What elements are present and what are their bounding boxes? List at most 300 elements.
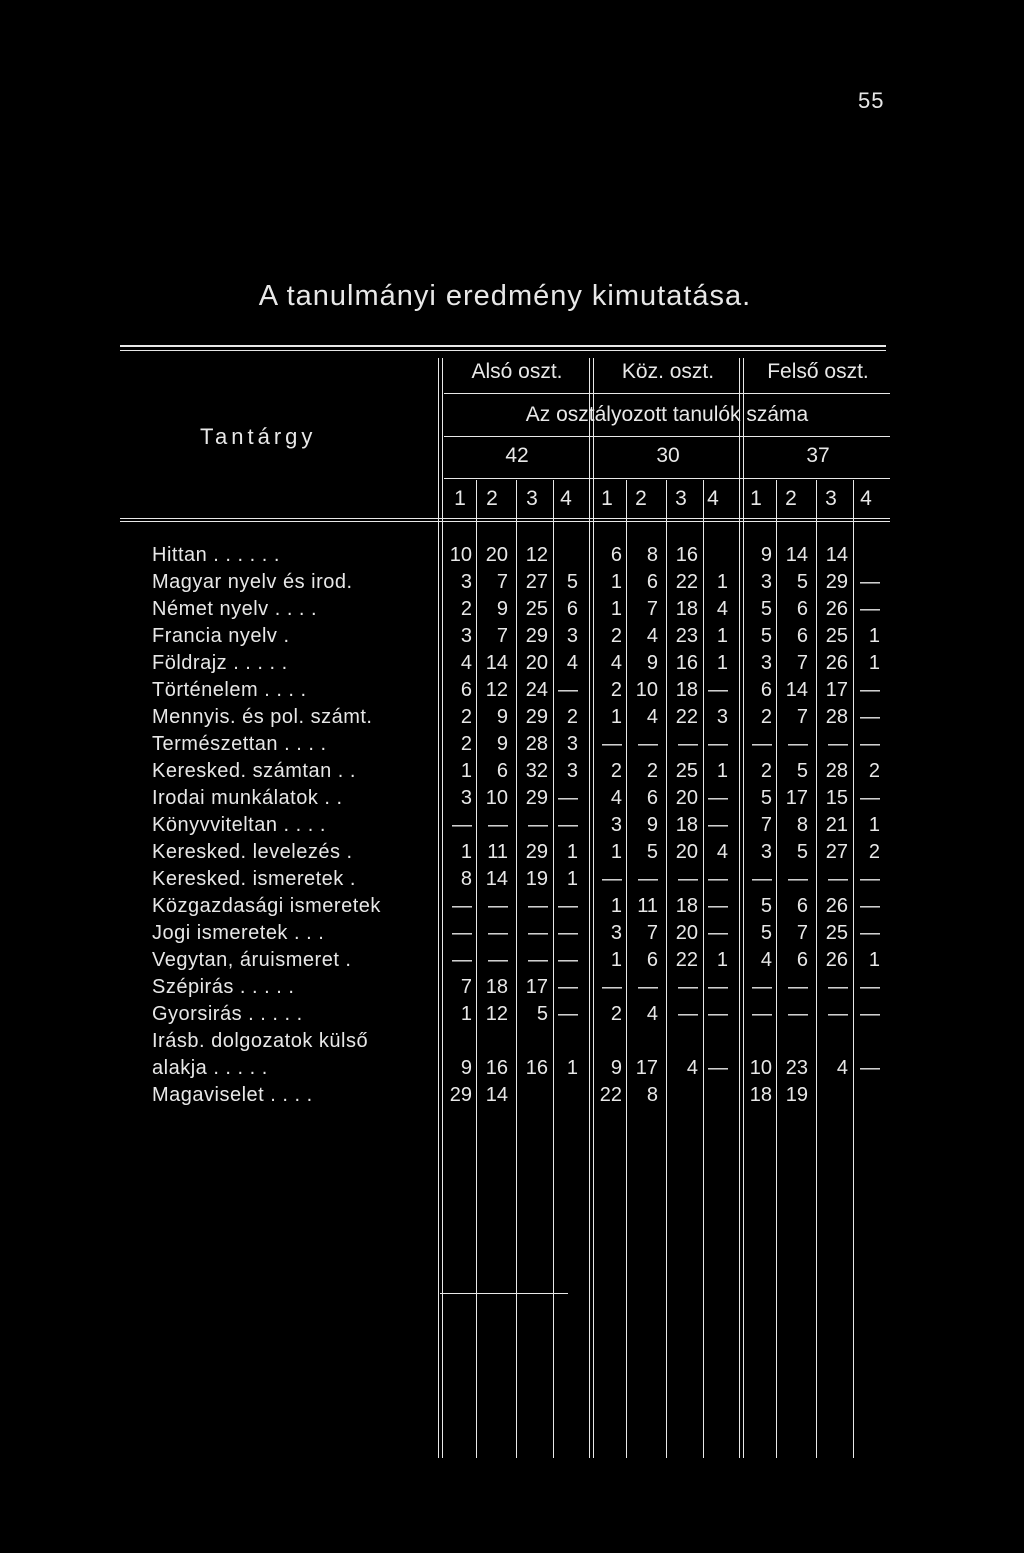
grade-count-cell: 3	[460, 787, 472, 809]
grade-count-cell: 28	[525, 733, 548, 755]
grade-count-cell: 3	[610, 922, 622, 944]
grade-count-cell: 1	[610, 571, 622, 593]
grade-count-cell: 6	[646, 949, 658, 971]
grade-count-cell: —	[708, 679, 728, 701]
grade-count-cell: 1	[716, 760, 728, 782]
grade-label: 3	[825, 487, 837, 510]
grade-count-cell: —	[860, 679, 880, 701]
grade-count-cell: 4	[566, 652, 578, 674]
page-number: 55	[858, 88, 885, 113]
grade-count-cell: —	[528, 949, 548, 971]
grade-count-cell: —	[752, 976, 772, 998]
table-row	[0, 1030, 1024, 1053]
grade-count-cell: —	[708, 868, 728, 890]
page-title: A tanulmányi eredmény kimutatása.	[258, 280, 752, 312]
grade-count-cell: 9	[460, 1057, 472, 1079]
grade-count-cell: 7	[496, 625, 508, 647]
grade-count-cell: 11	[487, 841, 508, 863]
grade-count-cell: 16	[675, 544, 698, 566]
grade-count-cell: 1	[716, 625, 728, 647]
subject-name: Könyvviteltan . . . .	[152, 814, 326, 836]
grade-count-cell: —	[860, 571, 880, 593]
grade-count-cell: 18	[675, 814, 698, 836]
grade-count-cell: —	[558, 922, 578, 944]
subject-name: Természettan . . . .	[152, 733, 327, 755]
grade-count-cell: 9	[496, 598, 508, 620]
grade-count-cell: 6	[760, 679, 772, 701]
grade-count-cell: 6	[646, 571, 658, 593]
grade-count-cell: 6	[496, 760, 508, 782]
table-top-rule	[120, 345, 886, 347]
grade-count-cell: —	[860, 976, 880, 998]
grade-label: 1	[750, 487, 762, 510]
grade-count-cell: 9	[760, 544, 772, 566]
grade-count-cell: —	[788, 733, 808, 755]
grade-count-cell: 10	[485, 787, 508, 809]
grade-count-cell: 2	[610, 679, 622, 701]
grade-count-cell: —	[528, 895, 548, 917]
subject-name: Vegytan, áruismeret .	[152, 949, 352, 971]
grade-count-cell: —	[708, 787, 728, 809]
grade-count-cell: 17	[635, 1057, 658, 1079]
group-count-upper: 37	[806, 444, 830, 467]
grade-count-cell: 1	[716, 571, 728, 593]
table-row	[0, 625, 1024, 648]
grade-count-cell: 1	[868, 625, 880, 647]
table-row	[0, 814, 1024, 837]
grade-count-cell: 27	[525, 571, 548, 593]
grade-count-cell: 2	[868, 841, 880, 863]
grade-label: 3	[675, 487, 687, 510]
grade-label: 1	[601, 487, 613, 510]
grade-count-cell: 7	[796, 706, 808, 728]
grade-count-cell: 1	[868, 949, 880, 971]
subject-name: Keresked. levelezés .	[152, 841, 353, 863]
grade-count-cell: 4	[686, 1057, 698, 1079]
grade-count-cell: 1	[566, 1057, 578, 1079]
grade-count-cell: 7	[646, 598, 658, 620]
grade-count-cell: 18	[675, 679, 698, 701]
grade-count-cell: 9	[610, 1057, 622, 1079]
grade-count-cell: 1	[610, 949, 622, 971]
grade-label: 2	[785, 487, 797, 510]
grade-count-cell: —	[452, 949, 472, 971]
grade-label: 3	[526, 487, 538, 510]
grade-count-cell: 6	[646, 787, 658, 809]
grade-count-cell: 29	[525, 625, 548, 647]
grade-count-cell: 6	[566, 598, 578, 620]
grade-count-cell: 24	[525, 679, 548, 701]
grade-count-cell: 18	[675, 598, 698, 620]
grade-count-cell: —	[558, 814, 578, 836]
grade-count-cell: 2	[460, 598, 472, 620]
subject-name: Német nyelv . . . .	[152, 598, 318, 620]
grade-count-cell: —	[452, 814, 472, 836]
grade-count-cell: 5	[760, 922, 772, 944]
grade-count-cell: 16	[675, 652, 698, 674]
subject-name: Irásb. dolgozatok külső	[152, 1030, 369, 1052]
group-count-middle: 30	[656, 444, 680, 467]
subject-name: Földrajz . . . . .	[152, 652, 288, 674]
grade-count-cell: 16	[485, 1057, 508, 1079]
table-row	[0, 1084, 1024, 1107]
grade-count-cell: —	[708, 814, 728, 836]
subject-name: Francia nyelv .	[152, 625, 290, 647]
subject-name: Hittan . . . . . .	[152, 544, 280, 566]
grade-count-cell: 10	[749, 1057, 772, 1079]
grade-count-cell: 6	[796, 895, 808, 917]
table-row	[0, 652, 1024, 675]
table-row	[0, 787, 1024, 810]
grade-count-cell: 4	[646, 706, 658, 728]
grade-count-cell: 6	[796, 598, 808, 620]
grade-count-cell: 3	[566, 625, 578, 647]
grade-count-cell: —	[828, 868, 848, 890]
grade-count-cell: —	[452, 895, 472, 917]
subject-name: Mennyis. és pol. számt.	[152, 706, 373, 728]
grade-count-cell: 7	[796, 922, 808, 944]
grade-count-cell: 25	[825, 625, 848, 647]
grade-count-cell: 4	[760, 949, 772, 971]
grade-count-cell: 25	[825, 922, 848, 944]
table-row	[0, 922, 1024, 945]
rule-under-header-thin	[120, 521, 890, 522]
grade-count-cell: 2	[460, 706, 472, 728]
group-count-lower: 42	[505, 444, 529, 467]
subject-name: Keresked. ismeretek .	[152, 868, 356, 890]
rule-under-counts	[444, 478, 890, 479]
grade-count-cell: —	[860, 922, 880, 944]
grade-count-cell: —	[860, 1003, 880, 1025]
grade-count-cell: 5	[760, 787, 772, 809]
grade-count-cell: 29	[525, 706, 548, 728]
grade-count-cell: 26	[825, 895, 848, 917]
subject-header: Tantárgy	[200, 424, 317, 449]
grade-count-cell: —	[488, 895, 508, 917]
grade-count-cell: 28	[825, 706, 848, 728]
subject-name: Történelem . . . .	[152, 679, 307, 701]
grade-count-cell: —	[752, 733, 772, 755]
grade-count-cell: 3	[716, 706, 728, 728]
grade-count-cell: 1	[868, 652, 880, 674]
grade-count-cell: 1	[566, 841, 578, 863]
grade-count-cell: 6	[460, 679, 472, 701]
grade-count-cell: 22	[675, 706, 698, 728]
grade-count-cell: 1	[716, 949, 728, 971]
grade-count-cell: 4	[646, 625, 658, 647]
grade-count-cell: 4	[610, 787, 622, 809]
grade-count-cell: —	[558, 976, 578, 998]
grade-count-cell: —	[860, 868, 880, 890]
grade-count-cell: 5	[536, 1003, 548, 1025]
grade-label: 2	[486, 487, 498, 510]
grade-count-cell: 28	[825, 760, 848, 782]
grade-count-cell: 4	[716, 841, 728, 863]
table-row	[0, 679, 1024, 702]
grade-count-cell: 2	[760, 760, 772, 782]
grade-count-cell: 5	[796, 571, 808, 593]
grade-count-cell: 23	[675, 625, 698, 647]
grade-count-cell: —	[708, 733, 728, 755]
grade-count-cell: 18	[485, 976, 508, 998]
grade-count-cell: —	[788, 1003, 808, 1025]
grade-count-cell: 9	[646, 652, 658, 674]
subject-name: Szépirás . . . . .	[152, 976, 295, 998]
grade-count-cell: 29	[525, 787, 548, 809]
grade-label: 4	[707, 487, 719, 510]
grade-count-cell: —	[452, 922, 472, 944]
grade-count-cell: —	[828, 1003, 848, 1025]
subject-name: Keresked. számtan . .	[152, 760, 356, 782]
grade-label: 2	[635, 487, 647, 510]
grade-count-cell: —	[708, 1057, 728, 1079]
grade-count-cell: 4	[460, 652, 472, 674]
grade-count-cell: 3	[566, 733, 578, 755]
grade-count-cell: 22	[599, 1084, 622, 1106]
grade-count-cell: 15	[825, 787, 848, 809]
grade-count-cell: 25	[525, 598, 548, 620]
grade-count-cell: 2	[566, 706, 578, 728]
grade-count-cell: —	[860, 706, 880, 728]
rule-under-groups	[444, 393, 890, 394]
grade-count-cell: 27	[825, 841, 848, 863]
table-row	[0, 1003, 1024, 1026]
grade-count-cell: 7	[796, 652, 808, 674]
grade-count-cell: 29	[449, 1084, 472, 1106]
grade-count-cell: 11	[637, 895, 658, 917]
grade-count-cell: —	[638, 976, 658, 998]
grade-count-cell: 3	[760, 841, 772, 863]
grade-count-cell: 9	[496, 733, 508, 755]
table-row	[0, 976, 1024, 999]
grade-count-cell: 19	[785, 1084, 808, 1106]
grade-count-cell: 29	[825, 571, 848, 593]
table-row	[0, 895, 1024, 918]
grade-count-cell: 7	[496, 571, 508, 593]
grade-count-cell: —	[708, 922, 728, 944]
grade-count-cell: 7	[460, 976, 472, 998]
grade-count-cell: 1	[610, 706, 622, 728]
grade-label: 4	[860, 487, 872, 510]
grade-count-cell: 23	[785, 1057, 808, 1079]
grade-count-cell: —	[488, 949, 508, 971]
grade-count-cell: 12	[485, 679, 508, 701]
grade-label: 4	[560, 487, 572, 510]
table-row	[0, 949, 1024, 972]
grade-count-cell: 5	[646, 841, 658, 863]
grade-count-cell: 20	[675, 922, 698, 944]
grade-count-cell: —	[708, 1003, 728, 1025]
grade-count-cell: —	[708, 895, 728, 917]
grade-count-cell: 8	[646, 1084, 658, 1106]
grade-count-cell: —	[860, 733, 880, 755]
grade-count-cell: —	[602, 868, 622, 890]
grade-count-cell: —	[488, 814, 508, 836]
grade-count-cell: 1	[610, 895, 622, 917]
grade-count-cell: 5	[566, 571, 578, 593]
table-row	[0, 571, 1024, 594]
grade-count-cell: 14	[785, 679, 808, 701]
grade-count-cell: —	[638, 733, 658, 755]
grade-count-cell: 4	[646, 1003, 658, 1025]
subject-name: Közgazdasági ismeretek	[152, 895, 381, 917]
group-header-upper: Felső oszt.	[767, 360, 869, 383]
grade-count-cell: —	[678, 1003, 698, 1025]
grade-count-cell: 8	[460, 868, 472, 890]
grade-count-cell: 2	[868, 760, 880, 782]
grade-count-cell: —	[678, 976, 698, 998]
grade-count-cell: —	[602, 976, 622, 998]
table-row	[0, 868, 1024, 891]
group-header-lower: Alsó oszt.	[471, 360, 563, 383]
grade-count-cell: —	[488, 922, 508, 944]
grade-count-cell: —	[558, 787, 578, 809]
grade-count-cell: —	[558, 949, 578, 971]
table-row	[0, 841, 1024, 864]
grade-count-cell: 14	[825, 544, 848, 566]
grade-count-cell: —	[788, 868, 808, 890]
grade-count-cell: 2	[646, 760, 658, 782]
grade-count-cell: 22	[675, 949, 698, 971]
rule-under-count-header	[444, 436, 890, 437]
table-row	[0, 544, 1024, 567]
table-row	[0, 760, 1024, 783]
grade-count-cell: —	[752, 868, 772, 890]
grade-count-cell: —	[860, 895, 880, 917]
grade-count-cell: 8	[796, 814, 808, 836]
grade-count-cell: 25	[675, 760, 698, 782]
grade-count-cell: —	[638, 868, 658, 890]
grade-count-cell: 6	[610, 544, 622, 566]
grade-label: 1	[454, 487, 466, 510]
footer-rule	[440, 1293, 568, 1294]
grade-count-cell: 14	[485, 652, 508, 674]
grade-count-cell: —	[788, 976, 808, 998]
grade-count-cell: 3	[566, 760, 578, 782]
grade-count-cell: 14	[785, 544, 808, 566]
grade-count-cell: 1	[716, 652, 728, 674]
grade-count-cell: 1	[868, 814, 880, 836]
grade-count-cell: 17	[825, 679, 848, 701]
grade-count-cell: 1	[610, 598, 622, 620]
grade-count-cell: 14	[485, 1084, 508, 1106]
grade-count-cell: 26	[825, 949, 848, 971]
table-row	[0, 1057, 1024, 1080]
grade-count-cell: —	[678, 868, 698, 890]
table-row	[0, 598, 1024, 621]
grade-count-cell: 20	[675, 787, 698, 809]
grade-count-cell: 5	[796, 760, 808, 782]
grade-count-cell: —	[558, 895, 578, 917]
grade-count-cell: 12	[485, 1003, 508, 1025]
grade-count-cell: 29	[525, 841, 548, 863]
grade-count-cell: 3	[610, 814, 622, 836]
grade-count-cell: —	[558, 1003, 578, 1025]
grade-count-cell: 3	[460, 571, 472, 593]
grade-count-cell: 26	[825, 652, 848, 674]
grade-count-cell: —	[708, 976, 728, 998]
grade-count-cell: 6	[796, 949, 808, 971]
grade-count-cell: —	[860, 787, 880, 809]
grade-count-cell: 10	[635, 679, 658, 701]
grade-count-cell: 16	[525, 1057, 548, 1079]
grade-count-cell: —	[528, 922, 548, 944]
grade-count-cell: —	[828, 733, 848, 755]
grade-count-cell: 10	[449, 544, 472, 566]
grade-count-cell: 5	[760, 598, 772, 620]
grade-count-cell: 2	[610, 625, 622, 647]
grade-count-cell: 1	[460, 841, 472, 863]
grade-count-cell: 2	[760, 706, 772, 728]
grade-count-cell: 2	[460, 733, 472, 755]
grade-count-cell: 26	[825, 598, 848, 620]
grade-count-cell: 21	[825, 814, 848, 836]
grade-count-cell: 9	[646, 814, 658, 836]
subject-name: alakja . . . . .	[152, 1057, 268, 1079]
grade-count-cell: 20	[525, 652, 548, 674]
grade-count-cell: 22	[675, 571, 698, 593]
grade-count-cell: —	[752, 1003, 772, 1025]
count-header: Az osztályozott tanulók száma	[525, 403, 809, 426]
group-header-middle: Köz. oszt.	[621, 360, 715, 383]
grade-count-cell: 14	[485, 868, 508, 890]
grade-count-cell: 17	[525, 976, 548, 998]
rule-under-header	[120, 518, 890, 519]
grade-count-cell: 6	[796, 625, 808, 647]
grade-count-cell: 17	[785, 787, 808, 809]
grade-count-cell: —	[528, 814, 548, 836]
table-row	[0, 733, 1024, 756]
grade-count-cell: 18	[749, 1084, 772, 1106]
grade-count-cell: 12	[525, 544, 548, 566]
grade-count-cell: 1	[610, 841, 622, 863]
grade-count-cell: 32	[525, 760, 548, 782]
grade-count-cell: 20	[485, 544, 508, 566]
grade-count-cell: 5	[760, 625, 772, 647]
grade-count-cell: 9	[496, 706, 508, 728]
grade-count-cell: 7	[646, 922, 658, 944]
grade-count-cell: 18	[675, 895, 698, 917]
grade-count-cell: 1	[460, 1003, 472, 1025]
grade-count-cell: 3	[460, 625, 472, 647]
grade-count-cell: —	[860, 1057, 880, 1079]
grade-count-cell: 4	[716, 598, 728, 620]
table-top-rule-thin	[120, 350, 886, 351]
grade-count-cell: —	[678, 733, 698, 755]
grade-count-cell: 2	[610, 1003, 622, 1025]
grade-count-cell: 4	[836, 1057, 848, 1079]
grade-count-cell: 1	[460, 760, 472, 782]
grade-count-cell: —	[558, 679, 578, 701]
grade-count-cell: 20	[675, 841, 698, 863]
grade-count-cell: 3	[760, 571, 772, 593]
grade-count-cell: 1	[566, 868, 578, 890]
grade-count-cell: 3	[760, 652, 772, 674]
subject-name: Magaviselet . . . .	[152, 1084, 313, 1106]
grade-count-cell: 5	[796, 841, 808, 863]
grade-count-cell: 7	[760, 814, 772, 836]
table-row	[0, 706, 1024, 729]
subject-name: Jogi ismeretek . . .	[152, 922, 325, 944]
grade-count-cell: 2	[610, 760, 622, 782]
grade-count-cell: 8	[646, 544, 658, 566]
grade-count-cell: 19	[525, 868, 548, 890]
grade-count-cell: 4	[610, 652, 622, 674]
grade-count-cell: —	[602, 733, 622, 755]
grade-count-cell: —	[860, 598, 880, 620]
grade-count-cell: —	[828, 976, 848, 998]
grade-count-cell: 5	[760, 895, 772, 917]
